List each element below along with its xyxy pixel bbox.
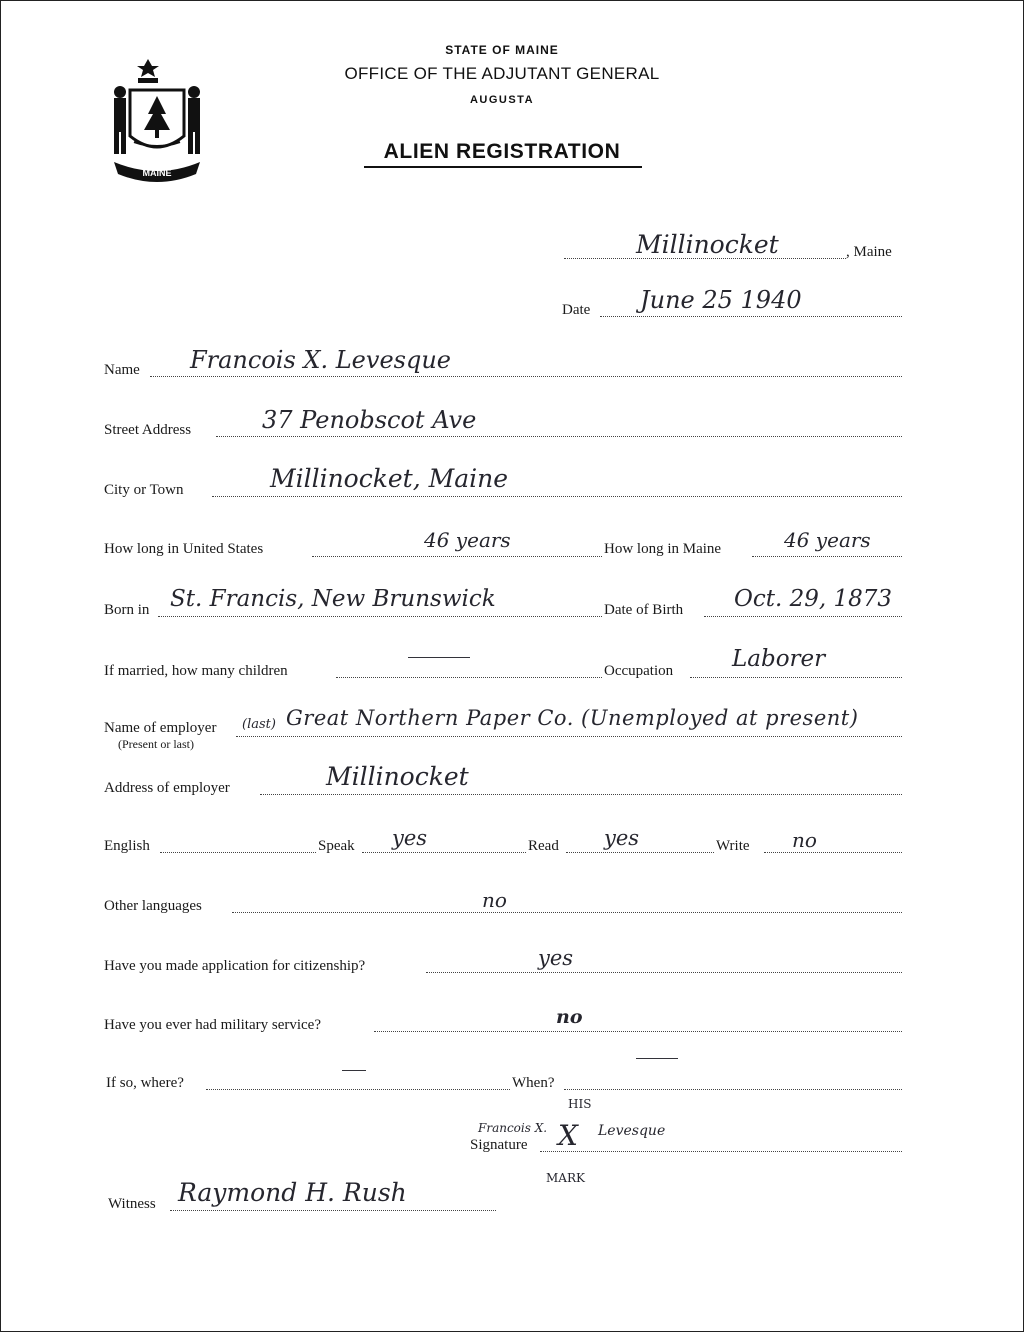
signature-last-entry: Levesque (598, 1123, 666, 1139)
header-state: STATE OF MAINE (445, 43, 559, 57)
years-us-entry: 46 years (424, 528, 511, 552)
title-underline (364, 166, 642, 168)
children-label: If married, how many children (104, 663, 288, 679)
street-entry: 37 Penobscot Ave (262, 406, 477, 434)
date-entry: June 25 1940 (640, 286, 802, 314)
occupation-line (690, 677, 902, 678)
other-languages-entry: no (482, 888, 507, 912)
city-entry: Millinocket, Maine (270, 464, 509, 493)
years-us-line (312, 556, 602, 557)
where-label: If so, where? (106, 1075, 184, 1091)
when-dash-mark (636, 1058, 678, 1059)
dob-entry: Oct. 29, 1873 (734, 586, 893, 612)
employer-label: Name of employer (104, 720, 217, 736)
years-maine-line (752, 556, 902, 557)
employer-prefix-entry: (last) (242, 717, 276, 732)
name-label: Name (104, 362, 140, 378)
write-line (764, 852, 902, 853)
city-label: City or Town (104, 482, 184, 498)
city-line (212, 496, 902, 497)
employer-note: (Present or last) (118, 737, 194, 751)
when-label: When? (512, 1075, 555, 1091)
town-entry: Millinocket (636, 230, 779, 259)
english-line (160, 852, 316, 853)
citizenship-label: Have you made application for citizenship? (104, 958, 366, 974)
name-line (150, 376, 902, 377)
signature-mark-entry: X (558, 1119, 578, 1152)
town-suffix-label: , Maine (846, 244, 892, 260)
english-label: English (104, 838, 150, 854)
military-label: Have you ever had military service? (104, 1017, 321, 1033)
signature-his-entry: HIS (568, 1097, 592, 1111)
speak-line (362, 852, 526, 853)
employer-address-line (260, 794, 902, 795)
read-line (566, 852, 714, 853)
date-line (600, 316, 902, 317)
employer-address-label: Address of employer (104, 780, 230, 796)
where-line (206, 1089, 510, 1090)
employer-address-entry: Millinocket (326, 762, 469, 791)
signature-label: Signature (470, 1137, 528, 1153)
dob-line (704, 616, 902, 617)
when-line (564, 1089, 902, 1090)
born-label: Born in (104, 602, 150, 618)
years-maine-entry: 46 years (784, 528, 871, 552)
signature-first-entry: Francois X. (478, 1121, 548, 1135)
read-entry: yes (604, 826, 640, 850)
other-languages-label: Other languages (104, 898, 202, 914)
signature-mark-label-entry: MARK (546, 1171, 585, 1185)
write-label: Write (716, 838, 750, 854)
born-entry: St. Francis, New Brunswick (170, 586, 496, 612)
speak-label: Speak (318, 838, 355, 854)
street-line (216, 436, 902, 437)
children-dash-mark (408, 657, 470, 658)
read-label: Read (528, 838, 559, 854)
header-city: AUGUSTA (469, 94, 535, 106)
citizenship-line (426, 972, 902, 973)
citizenship-entry: yes (538, 946, 574, 970)
signature-line (540, 1151, 902, 1152)
form-title: ALIEN REGISTRATION (383, 140, 621, 163)
years-maine-label: How long in Maine (604, 541, 722, 557)
where-dash-mark (342, 1070, 366, 1071)
header-office: OFFICE OF THE ADJUTANT GENERAL (344, 64, 660, 83)
speak-entry: yes (392, 826, 428, 850)
occupation-entry: Laborer (732, 646, 826, 672)
date-label: Date (562, 302, 591, 318)
witness-entry: Raymond H. Rush (178, 1178, 407, 1207)
years-us-label: How long in United States (104, 541, 264, 557)
name-entry: Francois X. Levesque (190, 346, 451, 374)
employer-line (236, 736, 902, 737)
write-entry: no (792, 828, 817, 852)
children-line (336, 677, 602, 678)
military-line (374, 1031, 902, 1032)
occupation-label: Occupation (604, 663, 674, 679)
witness-label: Witness (108, 1196, 156, 1212)
witness-line (170, 1210, 496, 1211)
employer-entry: Great Northern Paper Co. (Unemployed at present) (286, 706, 859, 730)
other-languages-line (232, 912, 902, 913)
military-entry: no (556, 1006, 583, 1028)
born-line (158, 616, 602, 617)
dob-label: Date of Birth (604, 602, 684, 618)
street-label: Street Address (104, 422, 192, 438)
seal-banner-text: MAINE (142, 168, 172, 178)
